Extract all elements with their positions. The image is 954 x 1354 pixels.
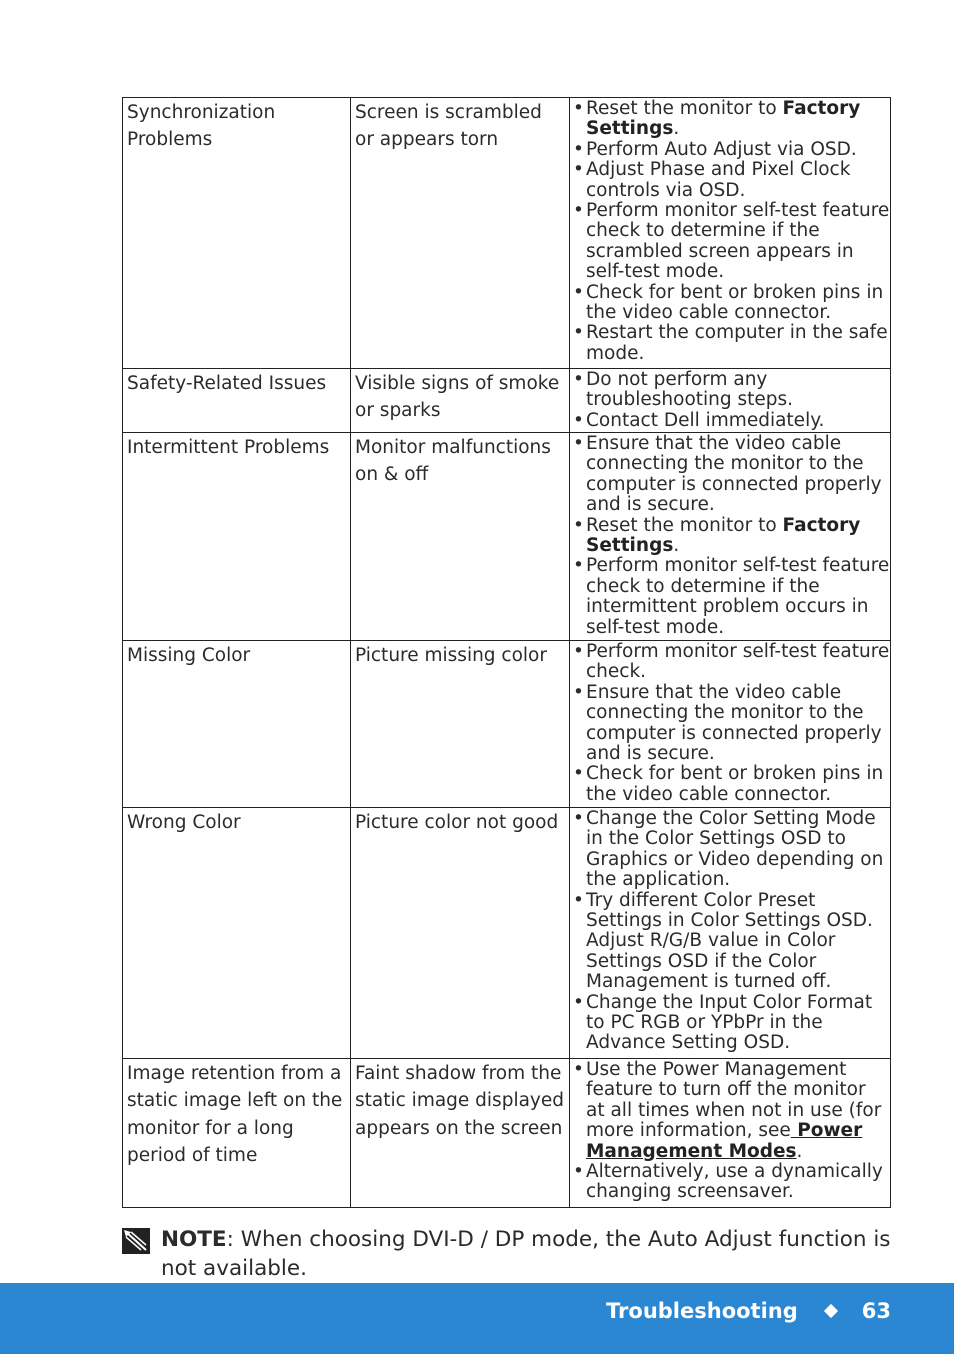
solutions-cell [570,1059,891,1208]
note-pencil-icon [122,1228,150,1254]
solution-item [573,683,890,765]
solution-text: Perform monitor self-test feature check to determine if the scrambled screen appears in self-test mode. [586,200,890,283]
symptom-cell: Picture color not good [351,808,570,1059]
solution-text: Check for bent or broken pins in the video cable connector. [586,281,884,324]
power-management-link[interactable]: Power Management Modes [586,1120,863,1162]
problem-cell: Image retention from a static image left on the monitor for a long period of time [123,1059,351,1208]
solution-item [573,516,890,557]
solution-item [573,993,890,1054]
solution-text: Try different Color Preset Settings in Color Settings OSD. Adjust R/G/B value in Color Settings OSD if the Color Management is turned off. [586,889,873,993]
problem-cell: Missing Color [123,641,351,808]
solutions-list [573,99,890,364]
solution-text-end: . [673,118,680,140]
solution-item [573,556,890,638]
solutions-list [573,434,890,638]
solutions-cell [570,641,891,808]
solution-text: Change the Input Color Format to PC RGB or YPbPr in the Advance Setting OSD. [586,991,873,1054]
solution-text: Use the Power Management feature to turn off the monitor at all times when not in use (for more information, see [586,1059,882,1142]
solution-text: Adjust Phase and Pixel Clock controls via OSD. [586,159,851,201]
solution-text: Alternatively, use a dynamically changing screensaver. [586,1161,883,1203]
solution-item [573,283,890,324]
solution-item [573,891,890,993]
symptom-cell: Faint shadow from the static image displayed appears on the screen [351,1059,570,1208]
solution-text-end: . [796,1140,803,1162]
solution-text: Perform monitor self-test feature check. [586,641,890,683]
solution-text: Do not perform any troubleshooting steps. [586,369,794,411]
solution-item [573,99,890,140]
symptom-cell: Visible signs of smoke or sparks [351,369,570,433]
solution-text: Contact Dell immediately. [586,409,825,431]
footer-section-title: Troubleshooting [606,1299,798,1323]
note-text [161,1226,901,1283]
solution-item [573,809,890,891]
solutions-cell [570,369,891,433]
solution-text: Ensure that the video cable connecting the monitor to the computer is connected properly and is secure. [586,433,882,516]
solutions-cell [570,808,891,1059]
problem-cell: Wrong Color [123,808,351,1059]
solution-text: Perform monitor self-test feature check to determine if the intermittent problem occurs in self-test mode. [586,555,890,638]
problem-cell: Intermittent Problems [123,433,351,641]
solutions-cell [570,433,891,641]
solutions-list [573,809,890,1054]
solutions-cell [570,98,891,369]
solutions-list [573,1060,890,1203]
solution-text: Change the Color Setting Mode in the Color Settings OSD to Graphics or Video depending on the application. [586,808,884,891]
solution-emphasis: Factory Settings [586,514,861,557]
solution-text: Reset the monitor to [586,514,783,536]
diamond-icon [824,1304,838,1318]
solution-text: Perform Auto Adjust via OSD. [586,138,857,160]
troubleshooting-table [122,97,891,1208]
symptom-cell: Picture missing color [351,641,570,808]
solution-item [573,1162,890,1203]
solution-item [573,434,890,516]
solution-item [573,140,890,160]
problem-cell: Safety-Related Issues [123,369,351,433]
solution-text: Ensure that the video cable connecting the monitor to the computer is connected properly and is secure. [586,681,882,765]
footer-bar [0,1283,954,1354]
solution-text-end: . [673,535,680,557]
table-row [123,1059,891,1208]
solution-emphasis: Factory Settings [586,98,861,140]
solutions-list [573,370,890,431]
table-row [123,808,891,1059]
solution-item [573,411,890,431]
table-row [123,641,891,808]
table-row [123,98,891,369]
table-row [123,433,891,641]
problem-cell: Synchronization Problems [123,98,351,369]
solutions-list [573,642,890,805]
table-row [123,369,891,433]
solution-item [573,764,890,805]
solution-text: Check for bent or broken pins in the video cable connector. [586,763,884,805]
solution-item [573,201,890,283]
solution-item [573,642,890,683]
note-label: NOTE [161,1227,227,1252]
symptom-cell: Screen is scrambled or appears torn [351,98,570,369]
symptom-cell: Monitor malfunctions on & off [351,433,570,641]
page-number: 63 [861,1299,891,1323]
footer-content [606,1299,891,1323]
solution-text: Restart the computer in the safe mode. [586,322,888,364]
solution-item [573,1060,890,1162]
solution-text: Reset the monitor to [586,98,783,119]
solution-item [573,370,890,411]
solution-item [573,160,890,201]
solution-item [573,323,890,364]
note-body: : When choosing DVI-D / DP mode, the Auto Adjust function is not available. [161,1227,891,1281]
